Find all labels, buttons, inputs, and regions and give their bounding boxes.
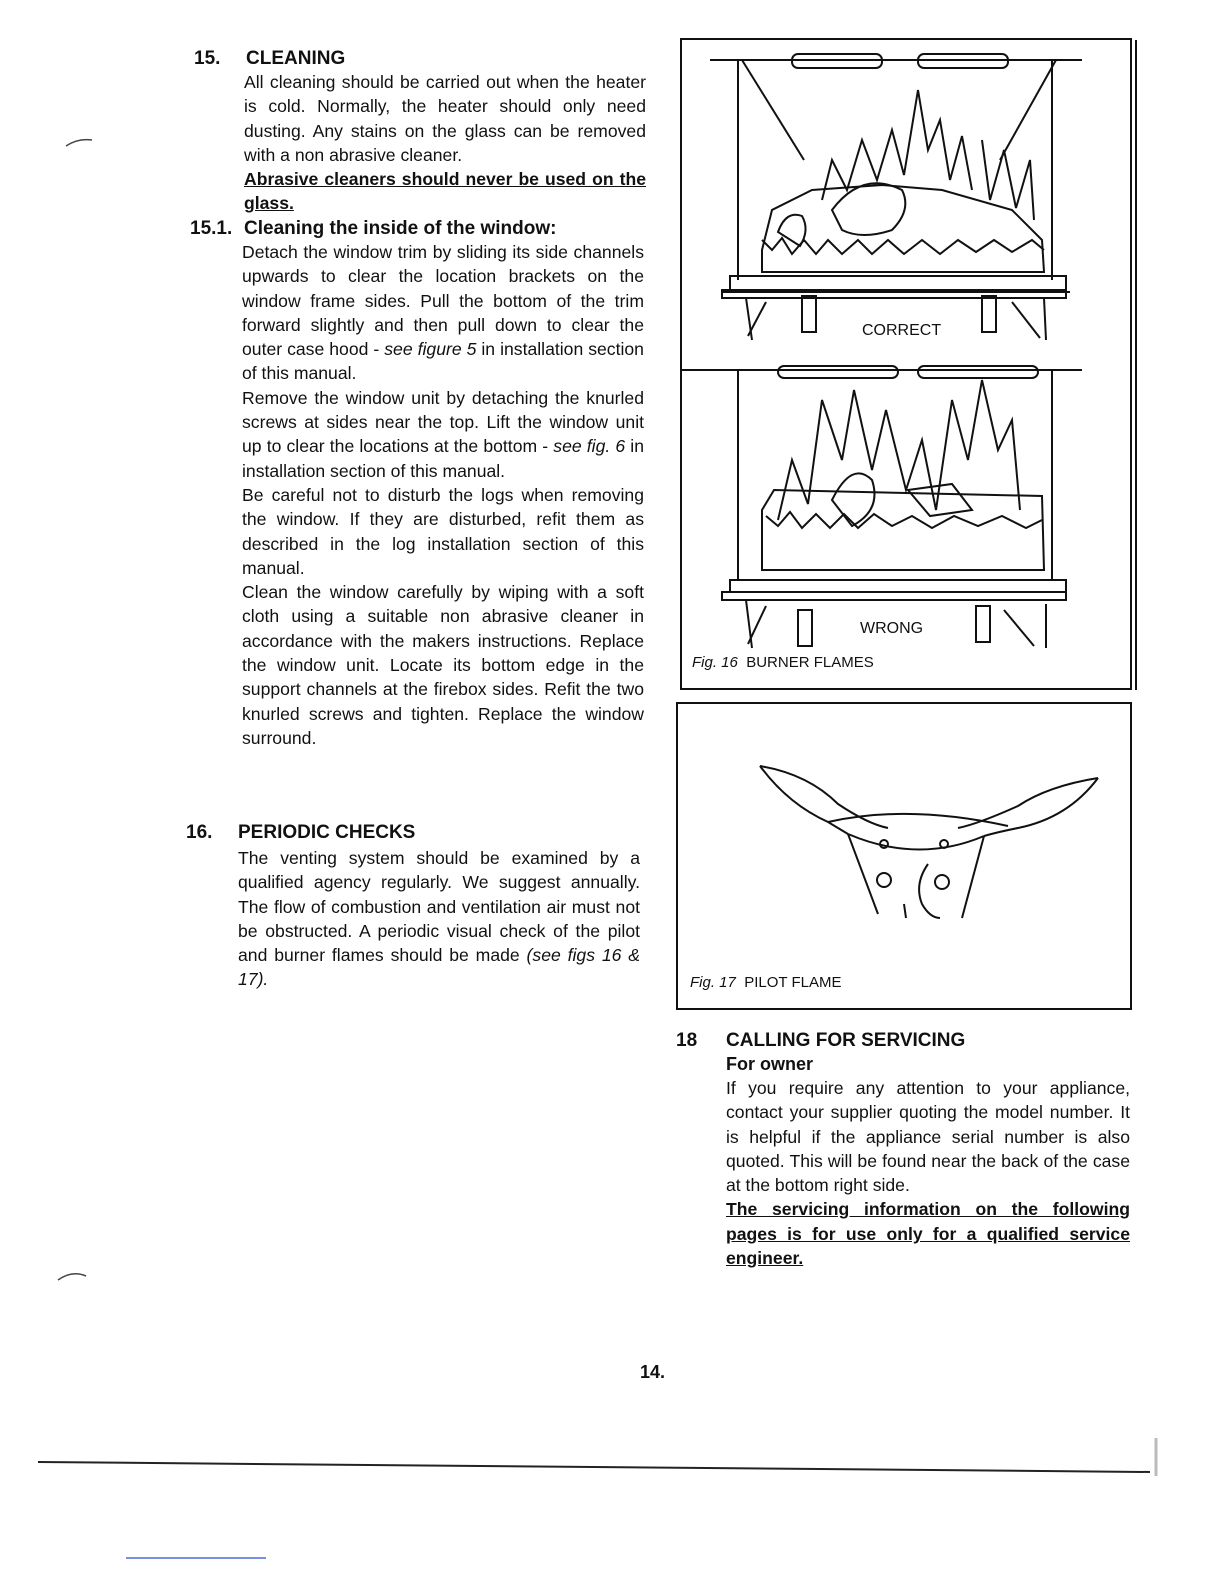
section-15-1-number: 15.1. [190,218,233,239]
section-18-text: If you require any attention to your appliance, contact your supplier quoting the model number. It is helpful if the appliance serial number is also quoted. This will be found near the back of the case at the bottom right side. [726,1078,1130,1196]
paragraph-detach-trim: Detach the window trim by sliding its side channels upwards to clear the location brackets on the window frame sides. Pull the bottom of the trim forward slightly and then pull down to clear the outer case hood - see figure 5 in installation section of this manual. [242,242,644,384]
section-18-body [726,1076,1130,1270]
section-15-title: CLEANING [246,48,346,69]
pilot-flame-illustration [678,704,1130,1008]
figure-16-burner-flames [680,38,1132,690]
section-18-subtitle: For owner [726,1054,814,1074]
section-15-1-body [242,240,644,750]
label-wrong: WRONG [860,620,924,637]
section-15-warning: Abrasive cleaners should never be used on the glass. [244,169,646,214]
burner-flames-illustration [682,40,1130,688]
paragraph-remove-window: Remove the window unit by detaching the knurled screws at sides near the top. Lift the window unit up to clear the locations at the bottom - see fig. 6 in installation section of this manual. [242,387,644,481]
figure-17-caption: Fig. 17 PILOT FLAME [690,974,842,991]
section-16-title: PERIODIC CHECKS [238,822,416,843]
section-15-body [244,70,646,216]
section-18-title: CALLING FOR SERVICING [726,1030,966,1051]
paragraph-logs-caution: Be careful not to disturb the logs when removing the window. If they are disturbed, refit them as described in the log installation section of this manual. [242,484,644,578]
section-16-number: 16. [186,822,213,843]
section-18-number: 18 [676,1030,698,1051]
section-15-text: All cleaning should be carried out when the heater is cold. Normally, the heater should only need dusting. Any stains on the glass can be removed with a non abrasive cleaner. [244,72,646,165]
label-correct: CORRECT [862,322,942,339]
figure-17-pilot-flame [676,702,1132,1010]
section-15-number: 15. [194,48,221,69]
page-number: 14. [640,1362,666,1382]
paragraph-clean-window: Clean the window carefully by wiping with a soft cloth using a suitable non abrasive cleaner in accordance with the makers instructions. Replace the window unit. Locate its bottom edge in the support channels at the firebox sides. Refit the two knurled screws and tighten. Replace the window surround. [242,582,644,748]
figure-16-caption: Fig. 16 BURNER FLAMES [692,654,874,671]
section-16-body: The venting system should be examined by a qualified agency regularly. We suggest annually. The flow of combustion and ventilation air must not be obstructed. A periodic visual check of the pilot and burner flames should be made (see figs 16 & 17). [238,848,640,990]
section-18-warning: The servicing information on the following pages is for use only for a qualified service engineer. [726,1199,1130,1269]
section-15-1-title: Cleaning the inside of the window: [244,218,557,239]
